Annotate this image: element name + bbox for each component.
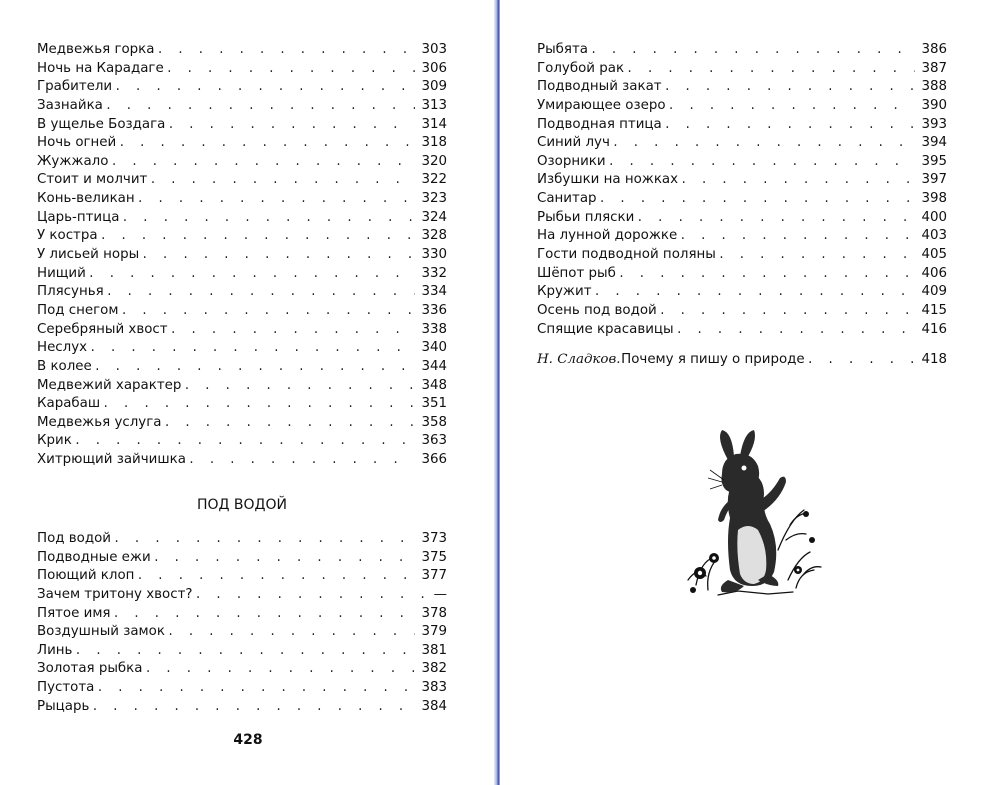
toc-entry (37, 698, 447, 717)
toc-entry-page: 309 (421, 79, 447, 95)
toc-entry-title: Жужжало (37, 153, 109, 169)
afterword-page: 418 (921, 352, 947, 367)
left-page (0, 0, 496, 785)
toc-entry-page: 338 (421, 321, 447, 337)
toc-entry-title: Рыбьи пляски (537, 209, 635, 225)
toc-entry (537, 78, 947, 97)
toc-entry-page: 398 (921, 191, 947, 207)
toc-entry (37, 642, 447, 661)
toc-entry (37, 283, 447, 302)
toc-entry (37, 97, 447, 116)
leader-dots (195, 586, 428, 605)
toc-entry-title: Кружит (537, 284, 592, 300)
toc-entry (37, 60, 447, 79)
toc-entry (37, 414, 447, 433)
toc-entry-page: 344 (421, 358, 447, 374)
toc-list-bottom (37, 530, 447, 716)
toc-entry-page: 388 (921, 79, 947, 95)
toc-entry-page: 324 (421, 209, 447, 225)
toc-entry-title: Подводный закат (537, 79, 662, 95)
toc-entry-page: 377 (421, 568, 447, 584)
toc-entry (537, 265, 947, 284)
toc-entry (537, 60, 947, 79)
toc-entry-page: 405 (921, 247, 947, 263)
leader-dots (188, 451, 416, 470)
leader-dots (74, 432, 416, 451)
toc-entry-page: 313 (421, 97, 447, 113)
toc-entry (37, 549, 447, 568)
toc-entry-title: Осень под водой (537, 302, 657, 318)
toc-entry-page: 366 (421, 452, 447, 468)
toc-entry (37, 679, 447, 698)
leader-dots (676, 321, 916, 340)
afterword-title: Почему я пишу о природе (621, 352, 805, 367)
leader-dots (112, 605, 415, 624)
toc-entry (37, 265, 447, 284)
toc-entry-page: 348 (421, 377, 447, 393)
afterword-author: Н. Сладков. (537, 352, 621, 367)
leader-dots (141, 246, 415, 265)
toc-entry (37, 171, 447, 190)
leader-dots (96, 679, 415, 698)
toc-entry-title: У костра (37, 228, 98, 244)
leader-dots (679, 227, 915, 246)
toc-entry (37, 432, 447, 451)
toc-entry-page: 358 (421, 414, 447, 430)
toc-entry (537, 302, 947, 321)
leader-dots (153, 549, 416, 568)
toc-entry-page: 320 (421, 153, 447, 169)
toc-entry-page: 381 (421, 642, 447, 658)
toc-entry-page: 409 (921, 284, 947, 300)
toc-entry-page: 383 (421, 680, 447, 696)
toc-entry-title: На лунной дорожке (537, 228, 678, 244)
toc-entry-page: 387 (921, 60, 947, 76)
toc-entry-title: Неслух (37, 340, 88, 356)
toc-entry-title: Спящие красавицы (537, 321, 674, 337)
toc-entry-page: 334 (421, 284, 447, 300)
toc-entry (37, 302, 447, 321)
toc-entry (537, 227, 947, 246)
leader-dots (664, 116, 916, 135)
toc-entry (37, 605, 447, 624)
section-title: ПОД ВОДОЙ (197, 497, 287, 513)
toc-entry-title: Подводные ежи (37, 549, 151, 565)
toc-entry-page: 363 (421, 433, 447, 449)
toc-entry-title: Подводная птица (537, 116, 662, 132)
leader-dots (612, 134, 916, 153)
toc-entry-page: 336 (421, 302, 447, 318)
toc-entry (37, 116, 447, 135)
toc-entry (37, 321, 447, 340)
toc-entry-title: В ущелье Боздага (37, 116, 166, 132)
leader-dots (718, 246, 916, 265)
toc-entry-page: 403 (921, 228, 947, 244)
toc-entry (37, 41, 447, 60)
toc-entry (37, 567, 447, 586)
toc-entry-title: Пятое имя (37, 605, 111, 621)
leader-dots (144, 660, 415, 679)
toc-entry-page: 400 (921, 209, 947, 225)
toc-entry-title: Крик (37, 433, 72, 449)
toc-entry-page: 415 (921, 302, 947, 318)
toc-entry-page: 390 (921, 97, 947, 113)
leader-dots (183, 377, 415, 396)
toc-entry (537, 190, 947, 209)
toc-entry-page: 394 (921, 135, 947, 151)
toc-entry-title: Ночь огней (37, 135, 117, 151)
toc-entry-title: Стоит и молчит (37, 172, 148, 188)
toc-entry-title: Серебряный хвост (37, 321, 168, 337)
leader-dots (163, 414, 415, 433)
toc-entry-title: Избушки на ножках (537, 172, 679, 188)
toc-entry-title: Царь-птица (37, 209, 120, 225)
leader-dots (590, 41, 915, 60)
toc-entry-title: Под снегом (37, 302, 119, 318)
leader-dots (118, 134, 415, 153)
toc-entry (37, 78, 447, 97)
toc-entry-title: Медвежья услуга (37, 414, 162, 430)
leader-dots (114, 78, 415, 97)
leader-dots (113, 530, 415, 549)
leader-dots (88, 265, 416, 284)
toc-entry-page: 314 (421, 116, 447, 132)
toc-entry-title: Шёпот рыб (537, 265, 616, 281)
toc-entry-title: Золотая рыбка (37, 661, 143, 677)
toc-entry (37, 227, 447, 246)
toc-entry (37, 451, 447, 470)
leader-dots (149, 171, 415, 190)
leader-dots (94, 358, 416, 377)
toc-entry (37, 153, 447, 172)
toc-entry (537, 116, 947, 135)
toc-entry-title: Плясунья (37, 284, 104, 300)
toc-entry-page: 340 (421, 340, 447, 356)
toc-entry (537, 171, 947, 190)
toc-entry (37, 246, 447, 265)
toc-entry-page: — (433, 586, 447, 602)
toc-entry-page: 379 (421, 624, 447, 640)
leader-dots (156, 41, 415, 60)
leader-dots (105, 97, 416, 116)
toc-entry (37, 395, 447, 414)
toc-entry (537, 209, 947, 228)
toc-entry (37, 209, 447, 228)
toc-entry-title: Медвежий характер (37, 377, 182, 393)
toc-entry-title: Хитрющий зайчишка (37, 452, 186, 468)
toc-entry-page: 375 (421, 549, 447, 565)
toc-entry-title: Нищий (37, 265, 86, 281)
toc-entry-page: 318 (421, 135, 447, 151)
leader-dots (89, 339, 415, 358)
toc-list-right (537, 41, 947, 339)
toc-entry (537, 321, 947, 340)
toc-entry-afterword (537, 352, 947, 367)
leader-dots (680, 171, 915, 190)
leader-dots (121, 209, 415, 228)
toc-entry-title: У лисьей норы (37, 247, 140, 263)
toc-entry-page: 373 (421, 531, 447, 546)
toc-entry-title: Умирающее озеро (537, 97, 666, 113)
toc-entry-title: Воздушный замок (37, 624, 165, 640)
leader-dots (110, 153, 415, 172)
toc-entry-page: 303 (421, 42, 447, 57)
leader-dots (618, 265, 916, 284)
toc-entry-page: 330 (421, 247, 447, 263)
toc-entry-page: 306 (421, 60, 447, 76)
toc-entry-title: Рыцарь (37, 698, 90, 714)
toc-entry-title: Под водой (37, 531, 112, 546)
toc-entry (537, 134, 947, 153)
toc-entry (537, 97, 947, 116)
leader-dots (636, 209, 915, 228)
toc-entry-title: Поющий клоп (37, 568, 135, 584)
toc-entry-page: 386 (921, 42, 947, 57)
toc-entry (37, 377, 447, 396)
toc-entry-title: Конь-великан (37, 191, 135, 207)
toc-entry (37, 339, 447, 358)
toc-entry (37, 134, 447, 153)
leader-dots (100, 227, 416, 246)
toc-entry-page: 351 (421, 396, 447, 412)
leader-dots (668, 97, 916, 116)
toc-entry-page: 393 (921, 116, 947, 132)
toc-entry (537, 153, 947, 172)
toc-entry-page: 332 (421, 265, 447, 281)
right-page (500, 0, 1000, 785)
toc-entry-title: Гости подводной поляны (537, 247, 716, 263)
toc-entry-title: Санитар (537, 191, 597, 207)
page-number: 428 (233, 732, 263, 748)
leader-dots (106, 283, 416, 302)
toc-entry-title: Медвежья горка (37, 42, 155, 57)
leader-dots (137, 190, 416, 209)
leader-dots (807, 353, 916, 367)
toc-entry-title: Карабаш (37, 396, 101, 412)
toc-entry-page: 322 (421, 172, 447, 188)
toc-entry (37, 623, 447, 642)
toc-list-top (37, 41, 447, 470)
toc-entry-title: Озорники (537, 153, 606, 169)
toc-entry-title: Синий луч (537, 135, 610, 151)
hare-illustration-icon (678, 430, 828, 605)
toc-entry-title: Зачем тритону хвост? (37, 586, 193, 602)
leader-dots (167, 623, 416, 642)
toc-entry-page: 416 (921, 321, 947, 337)
leader-dots (102, 395, 415, 414)
toc-entry (537, 283, 947, 302)
toc-entry (537, 41, 947, 60)
leader-dots (626, 60, 915, 79)
toc-entry-page: 406 (921, 265, 947, 281)
toc-entry-page: 328 (421, 228, 447, 244)
leader-dots (136, 567, 415, 586)
toc-entry-title: Ночь на Карадаге (37, 60, 164, 76)
toc-entry-title: Грабители (37, 79, 113, 95)
toc-entry-title: Голубой рак (537, 60, 625, 76)
toc-entry (37, 660, 447, 679)
toc-entry (37, 586, 447, 605)
leader-dots (608, 153, 916, 172)
toc-entry-title: Зазнайка (37, 97, 103, 113)
leader-dots (659, 302, 916, 321)
leader-dots (167, 116, 415, 135)
toc-entry-page: 323 (421, 191, 447, 207)
toc-entry-title: Рыбята (537, 42, 588, 57)
toc-entry-page: 382 (421, 661, 447, 677)
toc-entry-page: 397 (921, 172, 947, 188)
toc-entry-title: Пустота (37, 680, 95, 696)
toc-entry (37, 530, 447, 549)
toc-entry-page: 395 (921, 153, 947, 169)
leader-dots (166, 60, 416, 79)
toc-entry-page: 384 (421, 698, 447, 714)
leader-dots (594, 283, 916, 302)
leader-dots (120, 302, 415, 321)
toc-entry-page: 378 (421, 605, 447, 621)
toc-entry-title: Линь (37, 642, 73, 658)
leader-dots (91, 698, 415, 717)
toc-entry (37, 190, 447, 209)
leader-dots (170, 321, 416, 340)
leader-dots (74, 642, 415, 661)
toc-entry-title: В колее (37, 358, 92, 374)
leader-dots (664, 78, 916, 97)
toc-entry (537, 246, 947, 265)
leader-dots (599, 190, 916, 209)
toc-entry (37, 358, 447, 377)
